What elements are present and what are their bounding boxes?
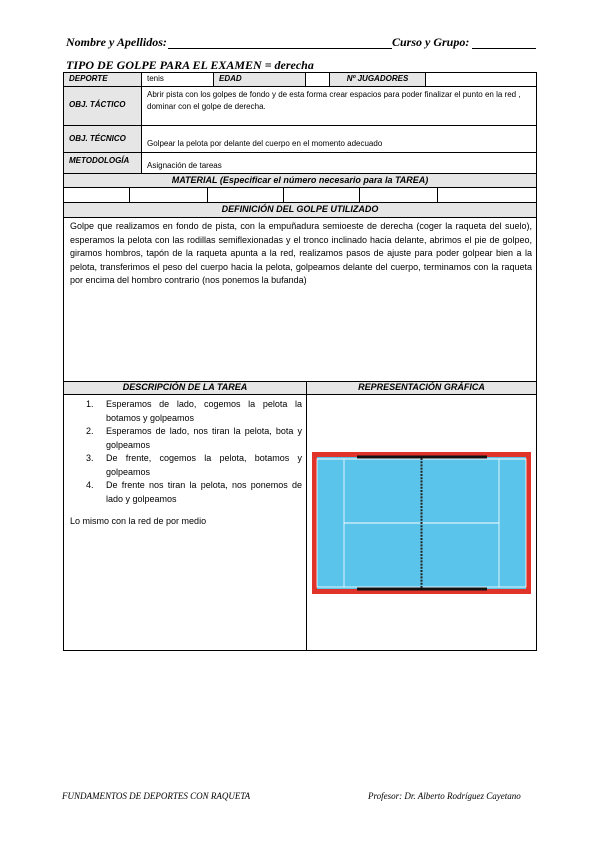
tactico-value: Abrir pista con los golpes de fondo y de esta forma crear espacios para poder finalizar el punto en la red , dominar con el golpe de derecha. (142, 87, 536, 126)
definicion-header: DEFINICIÓN DEL GOLPE UTILIZADO (64, 203, 536, 218)
material-header: MATERIAL (Especificar el número necesario para la TAREA) (64, 174, 536, 188)
task-text: De frente, cogemos la pelota, botamos y golpeamos (106, 453, 302, 477)
descripcion-header: DESCRIPCIÓN DE LA TAREA (64, 382, 307, 395)
metodologia-value: Asignación de tareas (142, 153, 536, 174)
task-text: De frente nos tiran la pelota, nos ponemos de lado y golpeamos (106, 480, 302, 504)
footer-course: FUNDAMENTOS DE DEPORTES CON RAQUETA (62, 791, 251, 801)
tecnico-label: OBJ. TÉCNICO (64, 126, 142, 153)
representacion-header: REPRESENTACIÓN GRÁFICA (307, 382, 536, 395)
course-field[interactable] (472, 48, 536, 49)
edad-label: EDAD (214, 73, 306, 87)
task-item (70, 398, 302, 425)
tennis-court-diagram (312, 452, 531, 594)
task-item (70, 452, 302, 479)
task-text: Esperamos de lado, nos tiran la pelota, bota y golpeamos (106, 426, 302, 450)
task-number: 4. (86, 480, 94, 490)
material-cell[interactable] (360, 188, 438, 203)
name-field[interactable] (168, 48, 392, 49)
metodologia-label: METODOLOGÍA (64, 153, 142, 174)
jugadores-label: Nº JUGADORES (330, 73, 426, 87)
task-number: 3. (86, 453, 94, 463)
edad-value[interactable] (306, 73, 330, 87)
footer-professor: Profesor: Dr. Alberto Rodríguez Cayetano (368, 791, 521, 801)
task-item (70, 425, 302, 452)
course-label: Curso y Grupo: (392, 35, 470, 49)
deporte-value: tenis (142, 73, 214, 87)
material-cell[interactable] (64, 188, 130, 203)
task-list (70, 398, 302, 506)
material-cell[interactable] (208, 188, 284, 203)
jugadores-value[interactable] (426, 73, 536, 87)
name-label: Nombre y Apellidos: (66, 35, 167, 49)
task-number: 2. (86, 426, 94, 436)
task-item (70, 479, 302, 506)
header-line (66, 35, 546, 51)
material-cell[interactable] (130, 188, 208, 203)
divider (306, 395, 307, 650)
definicion-text: Golpe que realizamos en fondo de pista, con la empuñadura semioeste de derecha (coger la raqueta del suelo), esperamos la pelota con las rodillas semiflexionadas y el tronco inclinado hacia delante, abrimos el pie de golpeo, giramos hombros, tapón de la raqueta apunta a la red, realizamos pasos de ajuste para poder golpear bien a la pelota, transferimos el peso del cuerpo hacia la pelota, golpeamos delante del cuerpo, terminamos con la raqueta por encima del hombro contrario (nos ponemos la bufanda) (70, 221, 532, 285)
tecnico-value: Golpear la pelota por delante del cuerpo en el momento adecuado (142, 126, 536, 153)
material-cell[interactable] (284, 188, 360, 203)
task-text: Esperamos de lado, cogemos la pelota la botamos y golpeamos (106, 399, 302, 423)
exam-title: TIPO DE GOLPE PARA EL EXAMEN = derecha (66, 58, 314, 72)
task-number: 1. (86, 399, 94, 409)
tactico-label: OBJ. TÁCTICO (64, 87, 142, 126)
material-cell[interactable] (438, 188, 536, 203)
task-extra-text: Lo mismo con la red de por medio (70, 516, 207, 526)
deporte-label: DEPORTE (64, 73, 142, 87)
